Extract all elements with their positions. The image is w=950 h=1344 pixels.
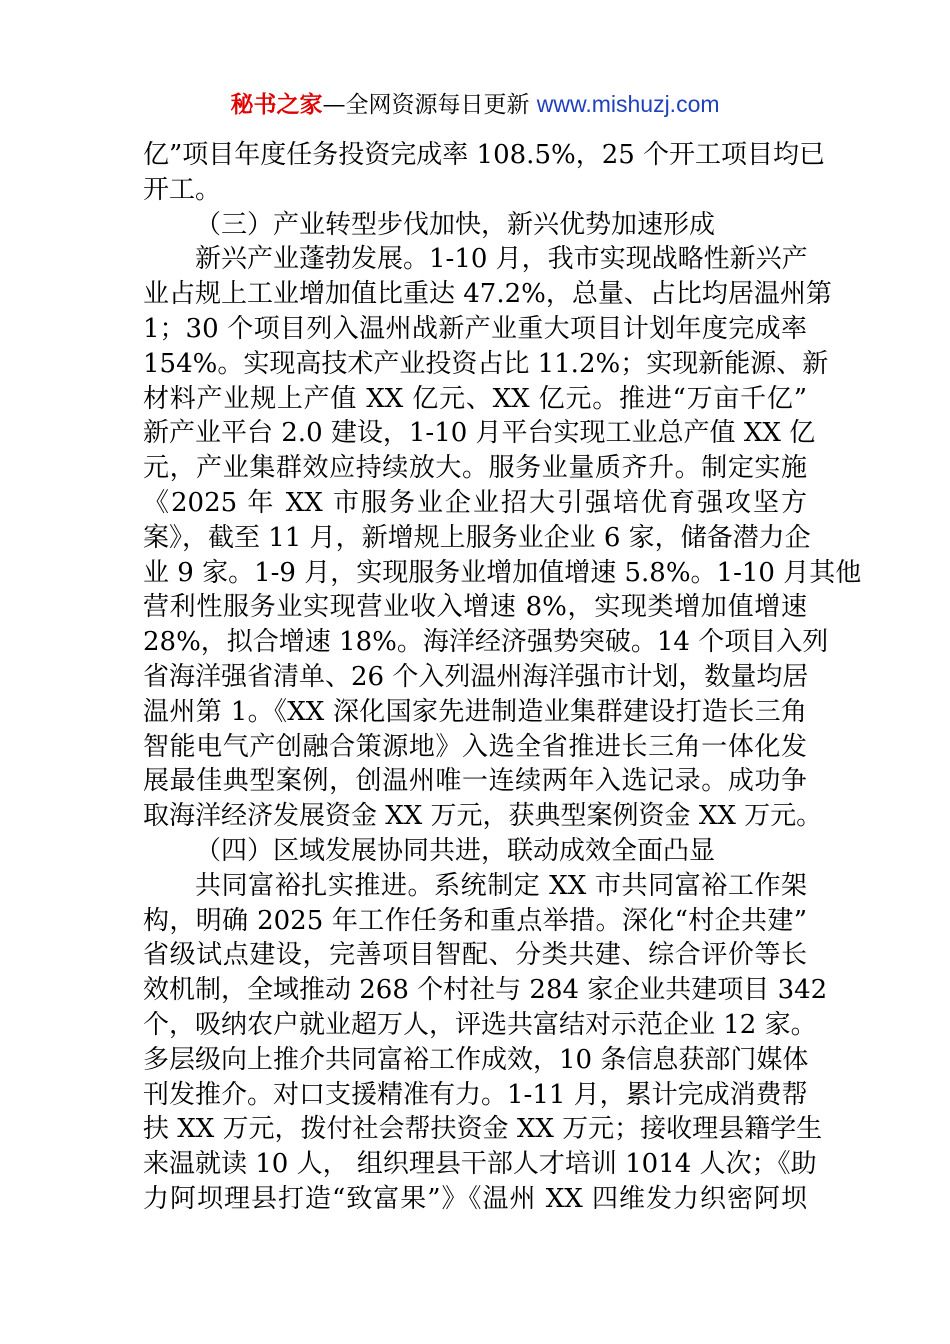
text-line: 1；30 个项目列入温州战新产业重大项目计划年度完成率 bbox=[143, 313, 807, 344]
document-body bbox=[143, 138, 862, 1217]
text-line: 构，明确 2025 年工作任务和重点举措。深化“村企共建” bbox=[143, 905, 807, 936]
text-line: 新兴产业蓬勃发展。1-10 月，我市实现战略性新兴产 bbox=[195, 244, 808, 275]
text-line: 材料产业规上产值 XX 亿元、XX 亿元。推进“万亩千亿” bbox=[143, 383, 807, 414]
text-line: 扶 XX 万元，拨付社会帮扶资金 XX 万元；接收理县籍学生 bbox=[143, 1114, 823, 1145]
text-line: 刊发推介。对口支援精准有力。1-11 月，累计完成消费帮 bbox=[143, 1079, 808, 1110]
header-tagline: —全网资源每日更新 bbox=[322, 92, 537, 118]
text-line: 《2025 年 XX 市服务业企业招大引强培优育强攻坚方 bbox=[143, 487, 807, 518]
text-line: 开工。 bbox=[143, 174, 222, 205]
text-line: 业占规上工业增加值比重达 47.2%，总量、占比均居温州第 bbox=[143, 279, 832, 310]
text-line: 展最佳典型案例，创温州唯一连续两年入选记录。成功争 bbox=[143, 766, 807, 797]
section-heading: （四）区域发展协同共进，联动成效全面凸显 bbox=[195, 835, 716, 866]
text-line: 效机制，全域推动 268 个村社与 284 家企业共建项目 342 bbox=[143, 975, 828, 1006]
header-url-link[interactable]: www.mishuzj.com bbox=[536, 91, 720, 117]
header-brand: 秘书之家 bbox=[230, 91, 323, 118]
text-line: 取海洋经济发展资金 XX 万元，获典型案例资金 XX 万元。 bbox=[143, 801, 823, 832]
text-line: 多层级向上推介共同富裕工作成效，10 条信息获部门媒体 bbox=[143, 1044, 809, 1075]
text-line: 温州第 1。《XX 深化国家先进制造业集群建设打造长三角 bbox=[143, 696, 807, 727]
text-line: 新产业平台 2.0 建设，1-10 月平台实现工业总产值 XX 亿 bbox=[143, 418, 816, 449]
section-heading: （三）产业转型步伐加快，新兴优势加速形成 bbox=[195, 209, 716, 240]
text-line: 亿”项目年度任务投资完成率 108.5%，25 个开工项目均已 bbox=[143, 140, 826, 170]
text-line: 力阿坝理县打造“致富果”》《温州 XX 四维发力织密阿坝 bbox=[143, 1183, 807, 1214]
text-line: 智能电气产创融合策源地》入选全省推进长三角一体化发 bbox=[143, 731, 807, 762]
text-line: 元，产业集群效应持续放大。服务业量质齐升。制定实施 bbox=[143, 453, 807, 484]
text-line: 省级试点建设，完善项目智配、分类共建、综合评价等长 bbox=[143, 940, 807, 971]
text-line: 28%，拟合增速 18%。海洋经济强势突破。14 个项目入列 bbox=[143, 627, 829, 658]
text-line: 来温就读 10 人， 组织理县干部人才培训 1014 人次；《助 bbox=[143, 1149, 817, 1180]
text-line: 省海洋强省清单、26 个入列温州海洋强市计划，数量均居 bbox=[143, 661, 809, 692]
text-line: 154%。实现高技术产业投资占比 11.2%；实现新能源、新 bbox=[143, 348, 829, 379]
text-line: 案》，截至 11 月，新增规上服务业企业 6 家，储备潜力企 bbox=[143, 522, 811, 553]
text-line: 业 9 家。1-9 月，实现服务业增加值增速 5.8%。1-10 月其他 bbox=[143, 557, 862, 588]
text-line: 营利性服务业实现营业收入增速 8%，实现类增加值增速 bbox=[143, 592, 807, 623]
text-line: 个，吸纳农户就业超万人，评选共富结对示范企业 12 家。 bbox=[143, 1009, 817, 1040]
text-line: 共同富裕扎实推进。系统制定 XX 市共同富裕工作架 bbox=[195, 870, 807, 901]
page-header bbox=[0, 88, 950, 121]
